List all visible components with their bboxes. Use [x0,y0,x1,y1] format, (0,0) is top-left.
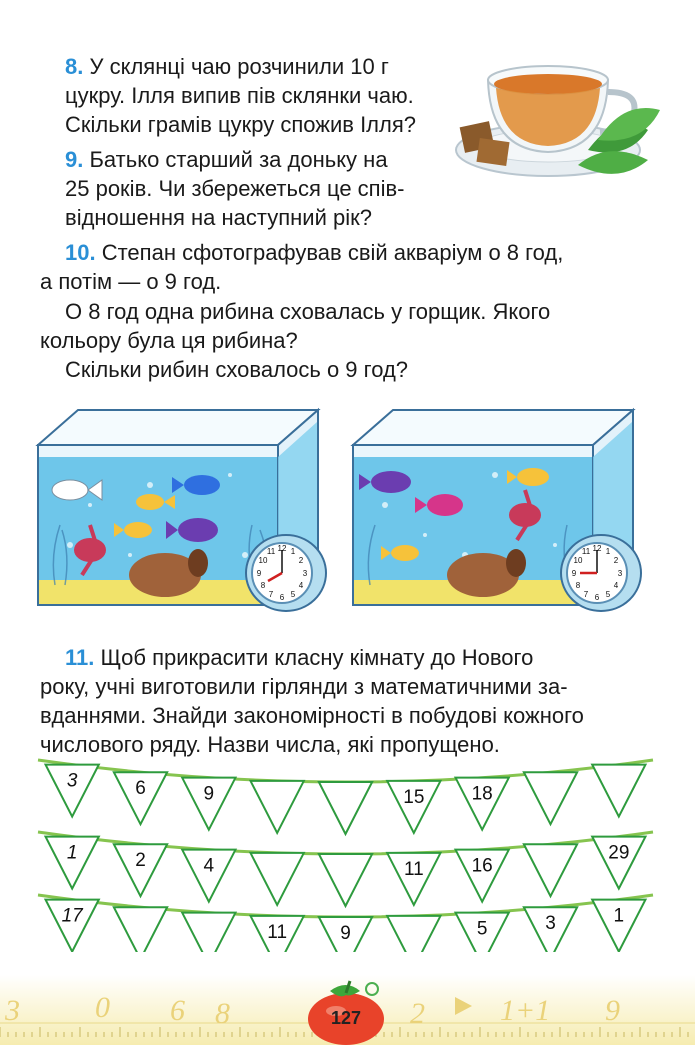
pennant-row3-6 [387,916,440,952]
clock2-numeral-6: 6 [594,593,600,602]
footer-deco-6: 6 [170,994,185,1027]
clock2-numeral-1: 1 [605,547,611,556]
clock1-numeral-12: 12 [277,544,287,553]
clock-9-oclock [561,535,641,611]
clock2-numeral-11: 11 [581,547,591,556]
clock1-numeral-1: 1 [290,547,296,556]
clock1-numeral-6: 6 [279,593,285,602]
problem-10-line-1: 10. Степан сфотографував свій акваріум о 8 год, [65,240,564,265]
number-garland [28,752,668,952]
pennant-number: 17 [61,905,83,927]
page-number: 127 [330,1008,362,1028]
footer-deco-3: 3 [5,994,20,1027]
problem-11-line-3: вданнями. Знайди закономірності в побудові кожного [40,703,584,728]
footer-deco-0: 0 [95,991,110,1024]
footer-deco-8: 8 [215,997,230,1030]
clock1-numeral-5: 5 [290,590,296,599]
aquarium-8-oclock [30,405,350,615]
pennant-number: 4 [203,855,215,877]
pennant-number: 1 [66,842,78,864]
pennant-number: 18 [471,783,493,805]
pennant-number: 29 [608,842,630,864]
pennant-number: 5 [476,918,488,940]
clock1-numeral-9: 9 [256,569,262,578]
clock2-numeral-7: 7 [583,590,589,599]
problem-9-line-2: 25 років. Чи збережеться це спів- [65,176,405,201]
problem-10-line-4: кольору була ця рибина? [40,328,298,353]
clock2-numeral-4: 4 [613,581,619,590]
clock2-numeral-8: 8 [575,581,581,590]
problem-9-line-1: 9. Батько старший за доньку на [65,147,388,172]
pennant-number: 9 [340,923,351,944]
pennant-row1-8 [524,772,577,824]
problem-8-number: 8. [65,54,84,79]
pennant-row2-8 [524,844,577,896]
problem-10-line-2: а потім — о 9 год. [40,269,222,294]
clock1-numeral-2: 2 [298,556,304,565]
clock2-numeral-3: 3 [617,569,623,578]
problem-8-line-2: цукру. Ілля випив пів склянки чаю. [65,83,414,108]
problem-10-number: 10. [65,240,96,265]
problem-8-line-3: Скільки грамів цукру спожив Ілля? [65,112,417,137]
problem-11-line-1: 11. Щоб прикрасити класну кімнату до Нового [65,645,534,670]
pennant-number: 3 [66,770,78,792]
problem-11-line-2: року, учні виготовили гірлянди з математичними за- [40,674,568,699]
clock1-numeral-10: 10 [258,556,268,565]
pennant-row1-5 [319,782,372,834]
pennant-number: 6 [135,778,146,800]
problem-9-line-3: відношення на наступний рік? [65,205,372,230]
problem-9-number: 9. [65,147,84,172]
pennant-number: 16 [471,855,493,877]
clock1-numeral-3: 3 [302,569,308,578]
clock2-numeral-2: 2 [613,556,619,565]
clock2-numeral-12: 12 [592,544,602,553]
pennant-number: 15 [403,786,425,808]
clock1-numeral-8: 8 [260,581,266,590]
aquarium-9-oclock [345,405,665,615]
clock1-numeral-4: 4 [298,581,304,590]
pennant-number: 3 [545,913,556,935]
pennant-row1-4 [251,781,304,833]
clock-8-oclock [246,535,326,611]
problem-10-line-5: Скільки рибин сховалось о 9 год? [65,357,409,382]
clock1-numeral-11: 11 [266,547,276,556]
pennant-number: 11 [403,858,424,880]
clock2-numeral-5: 5 [605,590,611,599]
clock2-numeral-10: 10 [573,556,583,565]
clock1-numeral-7: 7 [268,590,274,599]
tea-cup-illustration [448,40,670,195]
clock2-numeral-9: 9 [571,569,577,578]
problem-8-line-1: 8. У склянці чаю розчинили 10 г [65,54,389,79]
footer-deco-2: 2 [410,997,425,1030]
pennant-number: 9 [203,783,215,805]
footer-deco-9: 9 [605,994,620,1027]
pennant-row2-5 [319,854,372,906]
problem-11-number: 11. [65,645,95,670]
problem-11-line-4: числового ряду. Назви числа, які пропущено. [40,732,500,757]
pennant-row3-3 [182,913,235,952]
footer-deco-1plus1: 1+1 [500,994,551,1027]
pennant-number: 2 [135,850,146,872]
pennant-number: 1 [613,905,625,927]
pennant-row3-2 [114,907,167,952]
pennant-number: 11 [267,921,288,943]
pennant-row1-9 [592,765,645,817]
problem-10-line-3: О 8 год одна рибина сховалась у горщик. Якого [65,299,551,324]
pennant-row2-4 [251,853,304,905]
